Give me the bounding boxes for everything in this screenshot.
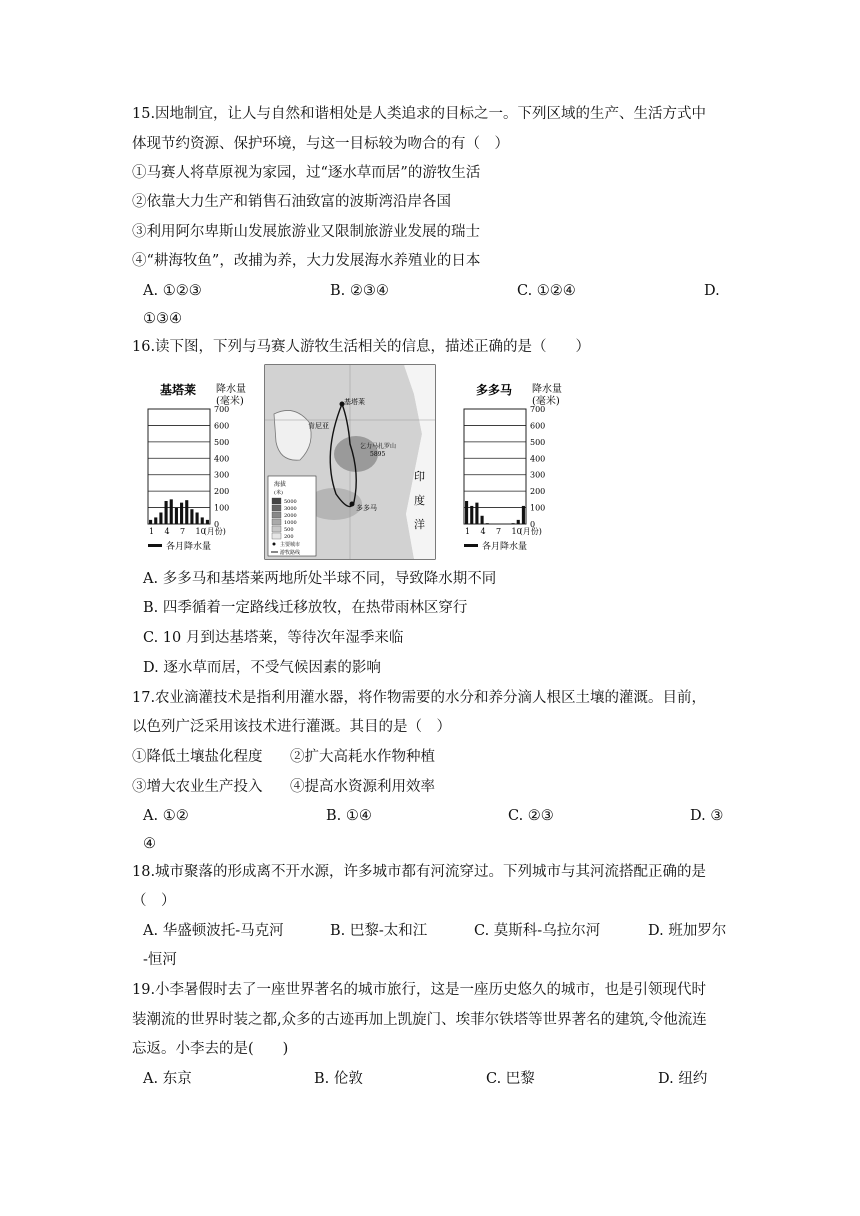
q15-item-3: ③利用阿尔卑斯山发展旅游业又限制旅游业发展的瑞士	[132, 224, 480, 240]
dodoma-dot	[350, 502, 355, 507]
q16-option-a[interactable]: A. 多多马和基塔莱两地所处半球不同，导致降水期不同	[143, 571, 497, 587]
q17-item-3: ③增大农业生产投入	[132, 779, 263, 795]
q19-stem-line1: 19.小李暑假时去了一座世界著名的城市旅行，这是一座历史悠久的城市，也是引领现代时	[132, 982, 707, 998]
q15-stem-line1: 15.因地制宜，让人与自然和谐相处是人类追求的目标之一。下列区域的生产、生活方式中	[132, 106, 707, 122]
chart-dodoma-unit2: (毫米)	[532, 396, 560, 407]
elev-level-label: 3000	[284, 506, 297, 512]
right-bar	[522, 506, 525, 524]
elev-swatch	[272, 526, 281, 532]
q17-option-a[interactable]: A. ①②	[143, 808, 189, 824]
q17-stem-line1: 17.农业滴灌技术是指利用灌水器，将作物需要的水分和养分滴人根区土壤的灌溉。目前，	[132, 690, 707, 706]
chart-kitale-unit2: (毫米)	[216, 396, 244, 407]
left-bar	[185, 500, 188, 524]
q15-option-b[interactable]: B. ②③④	[330, 283, 389, 299]
right-xtick-label: 4	[480, 527, 486, 536]
legend-swatch-right	[464, 544, 478, 547]
left-bar	[190, 509, 193, 524]
legend-elev-unit: (米)	[274, 490, 283, 496]
left-bar	[165, 501, 168, 524]
q16-option-c[interactable]: C. 10 月到达基塔莱，等待次年湿季来临	[143, 630, 404, 646]
left-ytick-label: 500	[214, 437, 230, 447]
right-xtick-label: 1	[465, 527, 471, 536]
right-bar	[470, 506, 473, 524]
left-bar	[170, 499, 173, 524]
q18-option-c[interactable]: C. 莫斯科-乌拉尔河	[474, 923, 601, 939]
q15-option-a[interactable]: A. ①②③	[143, 283, 202, 299]
legend-city: 主要城市	[280, 542, 301, 548]
left-ytick-label: 200	[214, 487, 230, 497]
q18-option-b[interactable]: B. 巴黎-太和江	[330, 923, 428, 939]
elev-swatch	[272, 533, 281, 539]
elev-swatch	[272, 519, 281, 525]
q17-item-2: ②扩大高耗水作物种植	[290, 749, 435, 765]
map-label-ocean-3: 洋	[414, 518, 425, 531]
left-ytick-label: 300	[214, 470, 230, 480]
left-xtick-label: 1	[149, 527, 155, 536]
left-bar	[180, 503, 183, 524]
left-bar	[201, 517, 204, 524]
chart-kitale	[140, 364, 264, 560]
chart-dodoma-title: 多多马	[476, 383, 513, 397]
q17-item-4: ④提高水资源利用效率	[290, 779, 435, 795]
legend-label-right: 各月降水量	[482, 542, 528, 552]
q16-option-b[interactable]: B. 四季循着一定路线迁移放牧，在热带雨林区穿行	[143, 600, 468, 616]
q17-option-d-text: ④	[143, 836, 156, 852]
q15-stem-line2: 体现节约资源、保护环境，与这一目标较为吻合的有（ ）	[132, 136, 509, 152]
left-plot-frame	[148, 409, 210, 524]
q18-option-d[interactable]: D. 班加罗尔	[648, 923, 727, 939]
q16-option-d[interactable]: D. 逐水草而居，不受气候因素的影响	[143, 660, 381, 676]
right-bar	[481, 516, 484, 524]
right-ytick-label: 200	[530, 487, 546, 497]
q19-stem-line2: 装潮流的世界时装之都,众多的古迹再加上凯旋门、埃菲尔铁塔等世界著名的建筑,令他流连	[132, 1012, 707, 1028]
right-xtick-label: 10	[511, 527, 522, 536]
q19-stem-line3: 忘返。小李去的是( )	[132, 1041, 289, 1057]
elev-level-label: 500	[284, 527, 294, 533]
map-label-elevation: 5895	[370, 451, 386, 458]
left-bar	[196, 513, 199, 525]
chart-dodoma	[456, 364, 580, 560]
left-bar	[154, 517, 157, 524]
right-ytick-label: 500	[530, 437, 546, 447]
q15-item-4: ④“耕海牧鱼”，改捕为养，大力发展海水养殖业的日本	[132, 253, 481, 269]
q19-option-b[interactable]: B. 伦敦	[314, 1071, 363, 1087]
q15-item-1: ①马赛人将草原视为家园，过“逐水草而居”的游牧生活	[132, 165, 481, 181]
right-ytick-label: 400	[530, 454, 546, 464]
right-bar	[475, 503, 478, 524]
q15-item-2: ②依靠大力生产和销售石油致富的波斯湾沿岸各国	[132, 194, 451, 210]
map-label-kenya: 肯尼亚	[308, 422, 329, 430]
legend-elev-title: 海拔	[274, 481, 287, 488]
q18-stem-line1: 18.城市聚落的形成离不开水源，许多城市都有河流穿过。下列城市与其河流搭配正确的是	[132, 864, 707, 880]
left-xaxis-unit: (月份)	[203, 527, 226, 536]
q15-option-c[interactable]: C. ①②④	[517, 283, 576, 299]
left-ytick-label: 400	[214, 454, 230, 464]
left-ytick-label: 100	[214, 503, 230, 513]
right-xtick-label: 7	[496, 527, 502, 536]
map-label-kitale: 基塔莱	[344, 398, 365, 406]
right-ytick-label: 700	[530, 405, 546, 414]
map-label-ocean-2: 度	[414, 494, 425, 507]
chart-dodoma-unit1: 降水量	[532, 384, 562, 395]
q17-option-b[interactable]: B. ①④	[326, 808, 372, 824]
left-xtick-label: 4	[164, 527, 170, 536]
right-bar	[465, 501, 468, 524]
elev-level-label: 2000	[284, 513, 297, 519]
right-ytick-label: 600	[530, 421, 546, 431]
legend-swatch-left	[148, 544, 162, 547]
right-ytick-label: 0	[530, 520, 536, 529]
q15-option-d[interactable]: D.	[704, 283, 720, 299]
map-label-ocean-1: 印	[414, 470, 425, 483]
chart-kitale-title: 基塔莱	[160, 383, 197, 397]
q17-stem-line2: 以色列广泛采用该技术进行灌溉。其目的是（ ）	[132, 719, 451, 735]
elev-swatch	[272, 505, 281, 511]
q19-option-c[interactable]: C. 巴黎	[486, 1071, 535, 1087]
q17-option-d[interactable]: D. ③	[690, 808, 724, 824]
left-bar	[159, 513, 162, 525]
right-xaxis-unit: (月份)	[519, 527, 542, 536]
elev-swatch	[272, 498, 281, 504]
elev-level-label: 200	[284, 534, 294, 540]
right-ytick-label: 300	[530, 470, 546, 480]
q19-option-a[interactable]: A. 东京	[143, 1071, 192, 1087]
q15-option-d-text: ①③④	[143, 311, 182, 327]
left-xtick-label: 7	[180, 527, 186, 536]
right-bar	[517, 520, 520, 524]
map-label-kilimanjaro: 乞力马扎罗山	[360, 443, 397, 450]
right-bar	[512, 523, 515, 524]
map-elevation-legend	[268, 476, 316, 556]
left-ytick-label: 0	[214, 520, 220, 529]
elev-level-label: 5000	[284, 499, 297, 505]
left-ytick-label: 600	[214, 421, 230, 431]
legend-label-left: 各月降水量	[166, 542, 212, 552]
q18-option-d-text: -恒河	[143, 952, 177, 968]
right-ytick-label: 100	[530, 503, 546, 513]
q16-stem: 16.读下图，下列与马赛人游牧生活相关的信息，描述正确的是（ ）	[132, 339, 591, 355]
chart-kitale-unit1: 降水量	[216, 384, 246, 395]
q18-option-a[interactable]: A. 华盛顿波托-马克河	[143, 923, 284, 939]
left-bar	[149, 520, 152, 524]
q17-item-1: ①降低土壤盐化程度	[132, 749, 263, 765]
left-bar	[206, 520, 209, 524]
elev-level-label: 1000	[284, 520, 297, 526]
q19-option-d[interactable]: D. 纽约	[658, 1071, 708, 1087]
left-ytick-label: 700	[214, 405, 230, 414]
right-bar	[486, 523, 489, 524]
legend-route: 游牧路线	[280, 550, 301, 556]
q18-stem-line2: （ ）	[132, 893, 176, 909]
left-bar	[175, 508, 178, 524]
map-label-dodoma: 多多马	[356, 504, 377, 512]
elev-swatch	[272, 512, 281, 518]
q17-option-c[interactable]: C. ②③	[508, 808, 554, 824]
left-xtick-label: 10	[195, 527, 206, 536]
climate-figure	[140, 364, 560, 560]
east-africa-map	[264, 364, 436, 560]
